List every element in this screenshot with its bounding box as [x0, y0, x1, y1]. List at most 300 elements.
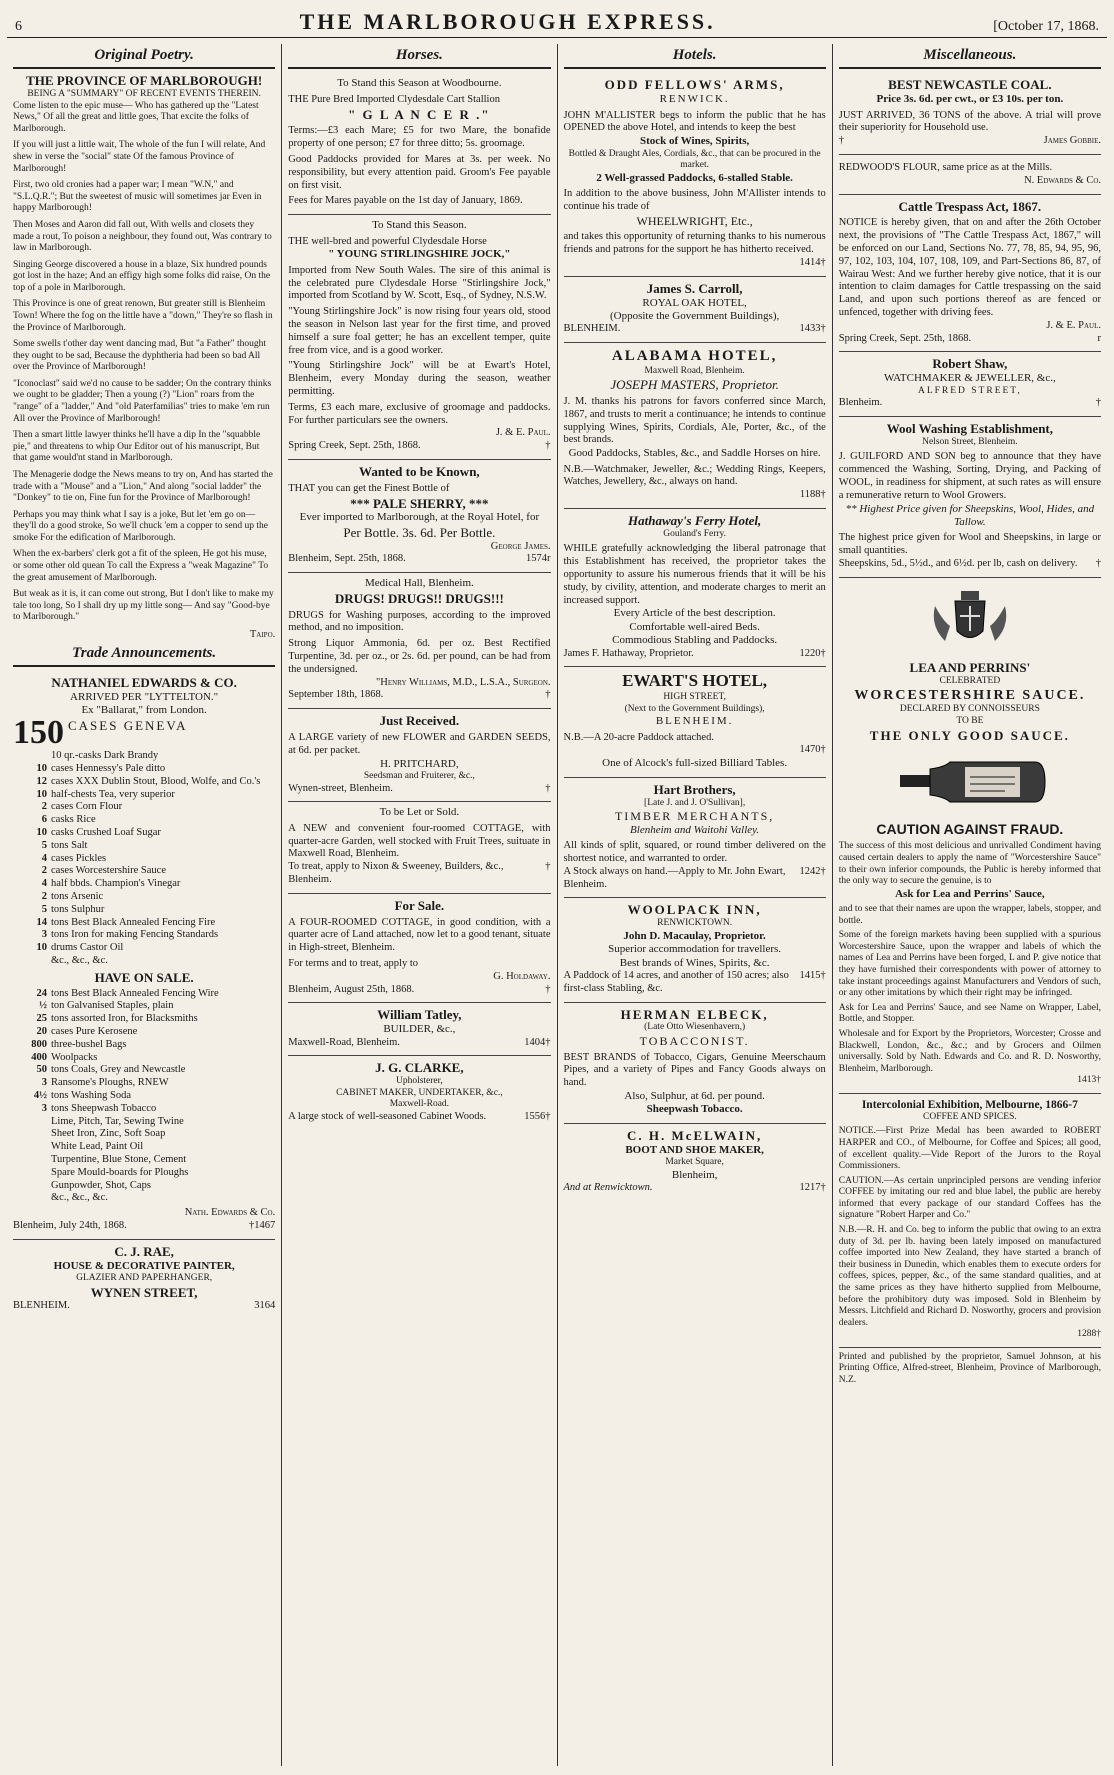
mcelwain-trade: BOOT AND SHOE MAKER,	[625, 1143, 764, 1156]
item-text: cases Worcestershire Sauce	[51, 865, 166, 877]
sherry-body2: Ever imported to Marlborough, at the Royal Hotel, for	[299, 511, 540, 524]
item-text: Turpentine, Blue Stone, Cement	[51, 1153, 187, 1165]
woolpack-code: 1415†	[799, 969, 826, 981]
item-text: tons Sulphur	[51, 903, 105, 915]
elbeck-title: HERMAN ELBECK,	[620, 1006, 769, 1022]
item-quantity: 3	[41, 929, 47, 941]
wool-highest-price: ** Highest Price given for Sheepskins, Wool, Hides, and Tallow.	[845, 502, 1095, 529]
exhibition-nb: N.B.—R. H. and Co. beg to inform the public that owing to an extra duty of 3d. per lb. having been lately imposed on manufactured coffee imported into New Zealand, they have started a branch of their business in Dunedin, which enables them to execute orders for coffees, spices, pepper, &c., of the same standard qualities, and at the same prices as they have hitherto supplied from Melbourne, before the prohibitory duty was imposed. Sold in Blenheim by Messrs. Litchfield and Richard D. Nosworthy, grocers and provision dealers.	[838, 1225, 1101, 1328]
ewart-title: EWART'S HOTEL,	[622, 671, 768, 691]
item-quantity: 14	[36, 916, 47, 928]
lea-perrins-body2: and to see that their names are upon the wrapper, labels, stopper, and bottle.	[838, 904, 1101, 926]
hathaway-signature: James F. Hathaway, Proprietor.	[563, 647, 694, 659]
elbeck-body2: Also, Sulphur, at 6d. per pound.	[624, 1090, 765, 1103]
coal-body: JUST ARRIVED, 36 TONS of the above. A trial will prove their superiority for Household use.	[838, 109, 1101, 134]
lea-perrins-tobe: TO BE	[956, 715, 984, 726]
shaw-title: Robert Shaw,	[932, 356, 1008, 372]
lea-perrins-ask: Ask for Lea and Perrins' Sauce,	[895, 887, 1045, 900]
medical-date: September 18th, 1868.	[288, 689, 384, 701]
item-quantity: 2	[41, 890, 47, 902]
item-text: cases Pure Kerosene	[51, 1026, 138, 1038]
clarke-title: J. G. CLARKE,	[375, 1060, 464, 1076]
poem-stanza: Some swells t'other day went dancing mad, But "a Father" thought they ought to be sad, Because the dyphtheria had been so bad All over the Province of Marlborough!	[13, 339, 266, 373]
sherry-code: 1574r	[526, 553, 551, 565]
wool-address: Nelson Street, Blenheim.	[922, 436, 1018, 447]
item-text: cases Corn Flour	[51, 801, 123, 813]
jock-name: " YOUNG STIRLINGSHIRE JOCK,"	[328, 248, 511, 261]
item-text: cases Pickles	[51, 852, 107, 864]
item-quantity: ½	[39, 1000, 47, 1012]
shaw-code: †	[1095, 397, 1101, 409]
list-item	[13, 814, 275, 827]
flour-body: REDWOOD'S FLOUR, same price as at the Mills.	[838, 161, 1053, 173]
woolpack-location: RENWICKTOWN.	[657, 918, 733, 929]
wool-body3: Sheepskins, 5d., 5½d., and 6½d. per lb, cash on delivery.	[838, 558, 1078, 570]
item-quantity: 10	[36, 942, 47, 954]
section-header-poetry: Original Poetry.	[13, 44, 275, 69]
poem-body	[13, 101, 275, 624]
item-text: ton Galvanised Staples, plain	[51, 1000, 174, 1012]
sherry-date: Blenheim, Sept. 25th, 1868.	[288, 553, 406, 565]
item-quantity: 10	[36, 827, 47, 838]
elbeck-late: (Late Otto Wiesenhavern,)	[644, 1022, 746, 1033]
elbeck-trade: TOBACCONIST.	[639, 1034, 750, 1048]
seeds-address: Wynen-street, Blenheim.	[288, 782, 393, 794]
wool-body: J. GUILFORD AND SON beg to announce that they have commenced the Washing, Sorting, Drying, and Packing of WOOL, in readiness for shipment, at such rates as will ensure a remunerative return to Wool Growers.	[838, 451, 1101, 501]
masthead	[7, 5, 1107, 38]
item-quantity	[13, 1192, 51, 1205]
alabama-body2: Good Paddocks, Stables, &c., and Saddle Horses on hire.	[568, 447, 821, 460]
clarke-address: Maxwell-Road.	[389, 1099, 450, 1110]
list-item	[13, 865, 275, 878]
carroll-address: (Opposite the Government Buildings),	[609, 310, 780, 322]
carroll-title: James S. Carroll,	[646, 280, 743, 296]
rae-address: WYNEN STREET,	[90, 1284, 198, 1300]
cattle-title: Cattle Trespass Act, 1867.	[898, 198, 1042, 214]
jock-code: †	[545, 440, 551, 452]
item-text: tons Sheepwash Tobacco	[51, 1102, 157, 1114]
medical-signature: "Henry Williams, M.D., L.S.A., Surgeon.	[375, 676, 551, 688]
list-item	[13, 1077, 275, 1090]
item-quantity: 24	[36, 987, 47, 999]
item-quantity: 50	[36, 1064, 47, 1076]
hart-code: 1242†	[799, 865, 826, 877]
item-text: half-chests Tea, very superior	[51, 788, 175, 800]
woolpack-body3: A Paddock of 14 acres, and another of 150 acres; also first-class Stabling, &c.	[563, 969, 789, 994]
jock-signature: J. & E. Paul.	[495, 427, 551, 439]
let-code: †	[545, 861, 551, 873]
cattle-date: Spring Creek, Sept. 25th, 1868.	[838, 332, 972, 344]
exhibition-code: 1288†	[1077, 1329, 1101, 1340]
mcelwain-foot: And at Renwicktown.	[563, 1182, 653, 1194]
list-item	[13, 827, 275, 840]
nat-edwards-date: Blenheim, July 24th, 1868.	[13, 1219, 127, 1231]
alabama-body: J. M. thanks his patrons for favors conferred since March, 1867, and trusts to merit a continuance; he intends to continue supplying Wines, Spirits, Cordials, Ale, Porter, &c., of the best brands.	[563, 395, 826, 446]
item-text: &c., &c., &c.	[51, 1192, 108, 1204]
shaw-address: ALFRED STREET,	[917, 385, 1022, 396]
woolpack-proprietor: John D. Macaulay, Proprietor.	[623, 929, 766, 942]
rae-code: 3164	[254, 1300, 276, 1312]
shaw-town: Blenheim.	[838, 397, 883, 409]
item-text: tons Best Black Annealed Fencing Fire	[51, 916, 216, 928]
poem-stanza: Singing George discovered a house in a blaze, Six hundred pounds got lost in the haze; And an effigy high some folks did raise, On the top of a pole in Marlborough.	[13, 259, 271, 293]
jock-desc2: "Young Stirlingshire Jock" is now rising four years old, stood the season in Nelson last year for the first time, and proved himself a sure foal getter; he has an excellent temper, quite free from vice, and is a good worker.	[288, 306, 551, 356]
hart-trade: TIMBER MERCHANTS,	[614, 809, 775, 824]
item-quantity: 4	[41, 878, 47, 890]
medical-body2: Strong Liquor Ammonia, 6d. per oz. Best Rectified Turpentine, 3d. per oz., or 2s. 6d. per pound, can be had from the undersigned.	[288, 638, 551, 675]
list-item	[13, 988, 275, 1001]
alabama-title: ALABAMA HOTEL,	[611, 348, 778, 365]
jock-title: To Stand this Season.	[372, 219, 467, 232]
list-item	[13, 1026, 275, 1039]
item-text: Gunpowder, Shot, Caps	[51, 1179, 151, 1191]
sale-date: Blenheim, August 25th, 1868.	[288, 983, 415, 995]
list-item	[13, 789, 275, 802]
ewart-nb: N.B.—A 20-acre Paddock attached.	[563, 731, 714, 743]
jock-terms: Terms, £3 each mare, exclusive of groomage and paddocks. For further particulars see the owners.	[288, 401, 551, 426]
item-text: Spare Mould-boards for Ploughs	[51, 1166, 189, 1178]
exhibition-sub: COFFEE AND SPICES.	[923, 1111, 1017, 1122]
hathaway-location: Gouland's Ferry.	[663, 528, 727, 539]
cattle-code: r	[1097, 332, 1101, 344]
clarke-trade: CABINET MAKER, UNDERTAKER, &c.,	[336, 1087, 503, 1098]
item-text: casks Rice	[51, 814, 96, 826]
nat-edwards-big-text: CASES GENEVA	[68, 717, 188, 733]
sale-code: †	[545, 983, 551, 995]
section-header-horses: Horses.	[288, 44, 550, 69]
ewart-nb2: One of Alcock's full-sized Billiard Tables.	[602, 757, 788, 770]
sale-body2: For terms and to treat, apply to	[288, 958, 419, 969]
hathaway-title: Hathaway's Ferry Hotel,	[628, 512, 762, 528]
clarke-body: A large stock of well-seasoned Cabinet Woods.	[288, 1111, 487, 1123]
nat-edwards-code: †1467	[249, 1219, 276, 1231]
list-item	[13, 1180, 275, 1193]
list-item	[13, 1154, 275, 1167]
list-item	[13, 840, 275, 853]
list-item	[13, 942, 275, 955]
poem-stanza: Come listen to the epic muse— Who has gathered up the "Latest News," Of all the great and little goes, That excite the folks of Marlborough.	[13, 100, 259, 134]
poem-subtitle: BEING A "SUMMARY" OF RECENT EVENTS THEREIN.	[27, 89, 261, 100]
oddfellows-body2: Bottled & Draught Ales, Cordials, &c., that can be procured in the market.	[568, 148, 821, 171]
elbeck-body: BEST BRANDS of Tobacco, Cigars, Genuine Meerschaum Pipes, and a variety of Pipes and Fancy Goods always on hand.	[563, 1051, 826, 1089]
rae-trade: HOUSE & DECORATIVE PAINTER,	[53, 1259, 235, 1272]
item-quantity: 400	[31, 1051, 47, 1063]
oddfellows-paddocks: 2 Well-grassed Paddocks, 6-stalled Stable.	[596, 171, 793, 184]
list-item	[13, 917, 275, 930]
coal-signature: James Gobbie.	[1043, 135, 1101, 147]
sherry-name: *** PALE SHERRY, ***	[350, 495, 489, 511]
mcelwain-address: Market Square,	[665, 1157, 724, 1168]
coal-code: †	[838, 135, 844, 147]
column-hotels	[557, 44, 832, 1766]
wool-title: Wool Washing Establishment,	[886, 421, 1054, 437]
lea-perrins-only: THE ONLY GOOD SAUCE.	[869, 727, 1070, 743]
item-quantity	[13, 1116, 51, 1129]
item-text: tons Washing Soda	[51, 1090, 132, 1101]
woolpack-title: WOOLPACK INN,	[627, 902, 762, 918]
hart-title: Hart Brothers,	[653, 781, 736, 797]
oddfellows-title: ODD FELLOWS' ARMS,	[604, 77, 785, 93]
list-item	[13, 853, 275, 866]
sale-signature: G. Holdaway.	[493, 970, 551, 982]
item-text: casks Crushed Loaf Sugar	[51, 827, 161, 838]
section-header-hotels: Hotels.	[564, 44, 826, 69]
oddfellows-body4: and takes this opportunity of returning thanks to his numerous friends and patrons for the support he has hitherto received.	[563, 231, 826, 256]
section-header-misc: Miscellaneous.	[839, 44, 1101, 69]
list-item	[13, 878, 275, 891]
hathaway-l3: Commodious Stabling and Paddocks.	[612, 634, 778, 647]
medical-code: †	[545, 689, 551, 701]
mcelwain-town: Blenheim,	[671, 1168, 718, 1181]
seeds-title: Just Received.	[379, 713, 460, 729]
jock-desc3: "Young Stirlingshire Jock" will be at Ewart's Hotel, Blenheim, every Monday during the season, weather permitting.	[288, 360, 551, 397]
let-title: To be Let or Sold.	[379, 806, 460, 819]
exhibition-body: NOTICE.—First Prize Medal has been awarded to ROBERT HARPER and CO., of Melbourne, for Coffee and Spices; all good, of excellent quality.—Vide Report of the Jurors to the Royal Commissioners.	[838, 1126, 1101, 1172]
list-item	[13, 1167, 275, 1180]
jock-body: THE well-bred and powerful Clydesdale Horse	[288, 235, 487, 247]
poem-stanza: When the ex-barbers' clerk got a fit of the spleen, He got his muse, or some other old quean To call the Express a "weak Magazine" To the great amusement of Marlborough.	[13, 549, 269, 583]
poem-stanza: The Menagerie dodge the News means to try on, And has started the trade with a "Mouse" and a "Lion," And along "social ladder" the "Donkey" to tie on, Fine fun for the Province of Marlborough!	[13, 469, 273, 504]
item-quantity	[13, 955, 51, 968]
sherry-body: THAT you can get the Finest Bottle of	[288, 482, 450, 494]
exhibition-caution: CAUTION.—As certain unprincipled persons are vending inferior COFFEE by imitating our red and blue label, the public are hereby informed that every package of our standard Coffees has the signature "Robert Harper and Co."	[838, 1175, 1101, 1221]
item-quantity: 25	[36, 1013, 47, 1025]
carroll-code: 1433†	[799, 323, 826, 335]
item-quantity	[13, 750, 51, 763]
oddfellows-body: JOHN M'ALLISTER begs to inform the public that he has OPENED the above Hotel, and intends to keep the best	[563, 109, 826, 134]
item-text: 10 qr.-casks Dark Brandy	[51, 750, 159, 762]
glancer-terms: Terms:—£3 each Mare; £5 for two Mare, the bonafide property of one person; £7 for three ditto; 5s. groomage.	[288, 125, 551, 150]
item-text: &c., &c., &c.	[51, 954, 108, 966]
tatley-address: Maxwell-Road, Blenheim.	[288, 1036, 400, 1048]
item-text: three-bushel Bags	[51, 1038, 127, 1050]
list-item	[13, 776, 275, 789]
tatley-trade: BUILDER, &c.,	[383, 1023, 456, 1036]
coal-price: Price 3s. 6d. per cwt., or £3 10s. per ton.	[876, 93, 1064, 106]
nat-edwards-items-list	[13, 750, 275, 968]
item-text: cases Hennessy's Pale ditto	[51, 763, 166, 775]
jock-date: Spring Creek, Sept. 25th, 1868.	[288, 440, 421, 452]
glancer-body: THE Pure Bred Imported Clydesdale Cart Stallion	[288, 93, 500, 105]
list-item	[13, 955, 275, 968]
woolpack-body: Superior accommodation for travellers.	[608, 943, 782, 956]
hart-body2: A Stock always on hand.—Apply to Mr. John Ewart, Blenheim.	[563, 865, 786, 890]
oddfellows-trade: WHEELWRIGHT, Etc.,	[636, 213, 753, 228]
glancer-paddocks: Good Paddocks provided for Mares at 3s. per week. No responsibility, but every attention paid. Groom's Fee payable on first visit.	[288, 153, 551, 191]
item-quantity	[13, 1167, 51, 1180]
ewart-street: HIGH STREET,	[663, 692, 726, 703]
item-text: drums Castor Oil	[51, 942, 124, 954]
lea-perrins-sauce: WORCESTERSHIRE SAUCE.	[854, 688, 1086, 704]
item-quantity	[13, 1180, 51, 1193]
alabama-code: 1188†	[799, 489, 826, 501]
medical-body: DRUGS for Washing purposes, according to the improved method, and no imposition.	[288, 609, 551, 634]
nat-edwards-arrived: ARRIVED PER "LYTTELTON."	[70, 690, 219, 703]
poem-stanza: First, two old cronies had a paper war; I mean "W.N," and "S.L.Q.R."; But the sweetest of music will sometimes jar Even in happy Marlborough!	[13, 180, 262, 214]
poem-stanza: Then a smart little lawyer thinks he'll have a dip In the "squabble pie," and threatens to whip Our Editor out of his manuscript, But that game would'nt stand in Marlborough.	[13, 430, 261, 464]
issue-date: [October 17, 1868.	[993, 19, 1099, 34]
wool-body2: The highest price given for Wool and Sheepskins, in large or small quantities.	[838, 532, 1101, 557]
nat-edwards-title: NATHANIEL EDWARDS & CO.	[51, 674, 237, 690]
item-text: tons Best Black Annealed Fencing Wire	[51, 987, 219, 999]
item-text: tons Salt	[51, 839, 88, 851]
nat-edwards-signature: Nath. Edwards & Co.	[184, 1207, 276, 1219]
list-item	[13, 1128, 275, 1141]
hathaway-l1: Every Article of the best description.	[613, 607, 776, 620]
page-number: 6	[15, 19, 22, 34]
shaw-trade: WATCHMAKER & JEWELLER, &c.,	[884, 372, 1056, 385]
list-item	[13, 1052, 275, 1065]
item-quantity: 4½	[33, 1090, 47, 1101]
carroll-town: BLENHEIM.	[563, 323, 621, 335]
oddfellows-location: RENWICK.	[659, 93, 730, 106]
item-quantity	[13, 1141, 51, 1154]
list-item	[13, 1000, 275, 1013]
jock-desc: Imported from New South Wales. The sire of this animal is the celebrated pure Clydesdale Horse "Stirlingshire Jock," imported from Scotland by W. Scott, Esq., of Sydney, N.S.W.	[288, 264, 551, 302]
list-item	[13, 801, 275, 814]
newspaper-title: THE MARLBOROUGH EXPRESS.	[299, 9, 716, 34]
ewart-code: 1470†	[799, 744, 826, 756]
lea-perrins-body3: Some of the foreign markets having been supplied with a spurious Worcestershire Sauce, upon the wrapper and labels of which the names of Lea and Perrins have been forged, L and P. give notice that they have furnished their correspondents with power of attorney to take instant proceedings against Manufacturers and Vendors of such, or any other imitations by which their right may be infringed.	[838, 930, 1101, 999]
mcelwain-code: 1217†	[799, 1182, 826, 1194]
let-body2: To treat, apply to Nixon & Sweeney, Builders, &c., Blenheim.	[288, 861, 504, 885]
flour-signature: N. Edwards & Co.	[1024, 174, 1101, 186]
lea-perrins-caution: CAUTION AGAINST FRAUD.	[876, 821, 1064, 838]
sherry-signature: George James.	[490, 540, 551, 552]
ewart-town: BLENHEIM.	[655, 715, 734, 728]
poem-stanza: Perhaps you may think what I say is a joke, But let 'em go on—they'll do a good stroke, So we'll chuck 'em a copper to send up the smoke For the edification of Marlborough.	[13, 509, 268, 543]
wool-code: †	[1095, 558, 1101, 570]
list-item	[13, 1090, 275, 1103]
medical-drugs: DRUGS! DRUGS!! DRUGS!!!	[334, 590, 504, 606]
coal-title: BEST NEWCASTLE COAL.	[888, 77, 1052, 93]
list-item	[13, 763, 275, 776]
glancer-fees: Fees for Mares payable on the 1st day of January, 1869.	[288, 195, 523, 207]
item-quantity: 5	[41, 903, 47, 915]
lea-perrins-celebrated: CELEBRATED	[939, 675, 1001, 686]
lea-perrins-declared: DECLARED BY CONNOISSEURS	[899, 704, 1040, 715]
nat-edwards-big-number: 150	[13, 717, 64, 749]
hathaway-body: WHILE gratefully acknowledging the liberal patronage that this Establishment has received, the proprietor takes the opportunity to assure his numerous friends that it will be his study, by civility, attention, and moderate charges to merit an increased support.	[563, 543, 826, 606]
list-item	[13, 929, 275, 942]
item-quantity: 800	[31, 1038, 47, 1050]
royal-crest-icon	[925, 586, 1015, 656]
item-quantity: 2	[41, 801, 47, 813]
rae-trade2: GLAZIER AND PAPERHANGER,	[76, 1273, 213, 1284]
seeds-body: A LARGE variety of new FLOWER and GARDEN SEEDS, at 6d. per packet.	[288, 731, 551, 756]
clarke-sub: Upholsterer,	[395, 1076, 443, 1087]
lea-perrins-body: The success of this most delicious and unrivalled Condiment having caused certain dealers to apply the name of "Worcestershire Sauce" to their own inferior compounds, the Public is hereby informed that the only way to secure the genuine, is to	[838, 841, 1101, 887]
alabama-address: Maxwell Road, Blenheim.	[644, 365, 745, 376]
on-sale-items-list	[13, 988, 275, 1206]
item-quantity: 10	[36, 763, 47, 775]
item-text: tons Arsenic	[51, 890, 104, 902]
clarke-code: 1556†	[524, 1111, 551, 1123]
sale-title: For Sale.	[394, 897, 445, 913]
list-item	[13, 750, 275, 763]
elbeck-body3: Sheepwash Tobacco.	[646, 1103, 743, 1116]
list-item	[13, 1039, 275, 1052]
item-quantity: 20	[36, 1026, 47, 1038]
item-quantity	[13, 1128, 51, 1141]
alabama-nb: N.B.—Watchmaker, Jeweller, &c.; Wedding Rings, Keepers, Watches, Jewellery, &c., always on hand.	[563, 463, 826, 488]
poem-stanza: If you will just a little wait, The whole of the fun I will relate, And shew in verse the "social" state Of the famous Province of Marlborough!	[13, 140, 266, 174]
cattle-signature: J. & E. Paul.	[1046, 319, 1101, 331]
cattle-body: NOTICE is hereby given, that on and after the 26th October next, the provisions of "The Cattle Trespass Act, 1867," will be enforced on our Land, Sections No. 77, 78, 85, 94, 95, 96, 97, 102, 103, 104, 107, 108, 109, and Part-Sections 86, 87, of Wairau West: And we further hereby give notice, that it is our intention to claim damages for Cattle trespassing on the said Land, and upon such portions thereof as are fenced or unfenced, together with driving fees.	[838, 217, 1101, 318]
hathaway-l2: Comfortable well-aired Beds.	[629, 620, 760, 633]
alabama-proprietor: JOSEPH MASTERS, Proprietor.	[610, 377, 779, 393]
seeds-name: H. PRITCHARD,	[380, 757, 459, 770]
item-quantity: 3	[41, 1077, 47, 1089]
poem-stanza: This Province is one of great renown, But greater still is Blenheim Town! Where the fog on the little have a "down," They're so flash in the Province of Marlborough.	[13, 299, 273, 333]
item-quantity: 12	[36, 775, 47, 787]
item-text: Lime, Pitch, Tar, Sewing Twine	[51, 1115, 184, 1127]
mcelwain-title: C. H. McELWAIN,	[626, 1127, 763, 1143]
glancer-title: To Stand this Season at Woodbourne.	[337, 77, 502, 90]
medical-title: Medical Hall, Blenheim.	[365, 577, 474, 590]
ewart-address: (Next to the Government Buildings),	[624, 703, 765, 714]
hart-late: [Late J. and J. O'Sullivan],	[644, 797, 746, 808]
list-item	[13, 904, 275, 917]
item-quantity: 10	[36, 788, 47, 800]
item-quantity: 4	[41, 852, 47, 864]
item-quantity: 5	[41, 839, 47, 851]
sherry-title: Wanted to be Known,	[359, 463, 480, 479]
lea-perrins-title: LEA AND PERRINS'	[909, 659, 1031, 675]
poem-title: THE PROVINCE OF MARLBOROUGH!	[26, 73, 263, 89]
item-quantity: 3	[41, 1102, 47, 1114]
item-text: Woolpacks	[51, 1051, 98, 1063]
tatley-title: William Tatley,	[377, 1007, 462, 1023]
item-quantity	[13, 1154, 51, 1167]
poem-stanza: But weak as it is, it can come out strong, But I don't like to make my tale too long, So I shall dry up my little song— And say "Good-bye to Marlborough."	[13, 589, 274, 623]
let-body: A NEW and convenient four-roomed COTTAGE, with quarter-acre Garden, well stocked with Fruit Trees, suituate in Maxwell Road, Blenheim.	[288, 822, 551, 860]
poem-signature: Taipo.	[249, 628, 276, 640]
column-horses	[281, 44, 556, 1766]
hart-body: All kinds of split, squared, or round timber delivered on the shortest notice, and warranted to order.	[563, 840, 826, 864]
exhibition-title: Intercolonial Exhibition, Melbourne, 1866-7	[861, 1098, 1078, 1111]
sauce-bottle-icon	[890, 747, 1050, 817]
tatley-code: 1404†	[524, 1036, 551, 1048]
item-text: tons assorted Iron, for Blacksmiths	[51, 1013, 198, 1025]
oddfellows-stock: Stock of Wines, Spirits,	[639, 135, 750, 148]
section-header-trade: Trade Announcements.	[13, 642, 275, 667]
hart-address: Blenheim and Waitohi Valley.	[630, 823, 760, 836]
poem-stanza: Then Moses and Aaron did fall out, With wells and closets they made a rout, To poison a neighbour, they found out, Was contrary to law in Marlborough.	[13, 219, 272, 254]
item-text: tons Coals, Grey and Newcastle	[51, 1064, 186, 1076]
rae-title: C. J. RAE,	[114, 1243, 174, 1259]
lea-perrins-code: 1413†	[1077, 1075, 1101, 1086]
list-item	[13, 1103, 275, 1116]
item-quantity: 6	[41, 814, 47, 826]
list-item	[13, 891, 275, 904]
lea-perrins-body4: Wholesale and for Export by the Proprietors, Worcester; Crosse and Blackwell, London, &c., &c.; and by Grocers and Oilmen universally. Sold by Nath. Edwards and Co. and R. D. Nosworthy, Blenheim, Marlborough.	[838, 1028, 1101, 1074]
column-poetry-trade	[7, 44, 281, 1766]
column-miscellaneous	[832, 44, 1107, 1766]
item-text: White Lead, Paint Oil	[51, 1141, 144, 1153]
sherry-price: Per Bottle. 3s. 6d. Per Bottle.	[343, 524, 496, 540]
sale-body: A FOUR-ROOMED COTTAGE, in good condition, with a quarter acre of Land attached, now let to a good tenant, situate in High-street, Blenheim.	[288, 916, 551, 954]
item-quantity: 2	[41, 865, 47, 877]
item-text: Sheet Iron, Zinc, Soft Soap	[51, 1128, 166, 1140]
seeds-code: †	[545, 782, 551, 794]
item-text: tons Iron for making Fencing Standards	[51, 929, 219, 941]
list-item	[13, 1064, 275, 1077]
hathaway-code: 1220†	[799, 647, 826, 659]
seeds-trade: Seedsman and Fruiterer, &c.,	[363, 770, 475, 781]
have-on-sale: HAVE ON SALE.	[94, 969, 194, 985]
imprint: Printed and published by the proprietor, Samuel Johnson, at his Printing Office, Alfred-street, Blenheim, Province of Marlborough, N.Z.	[838, 1351, 1101, 1385]
